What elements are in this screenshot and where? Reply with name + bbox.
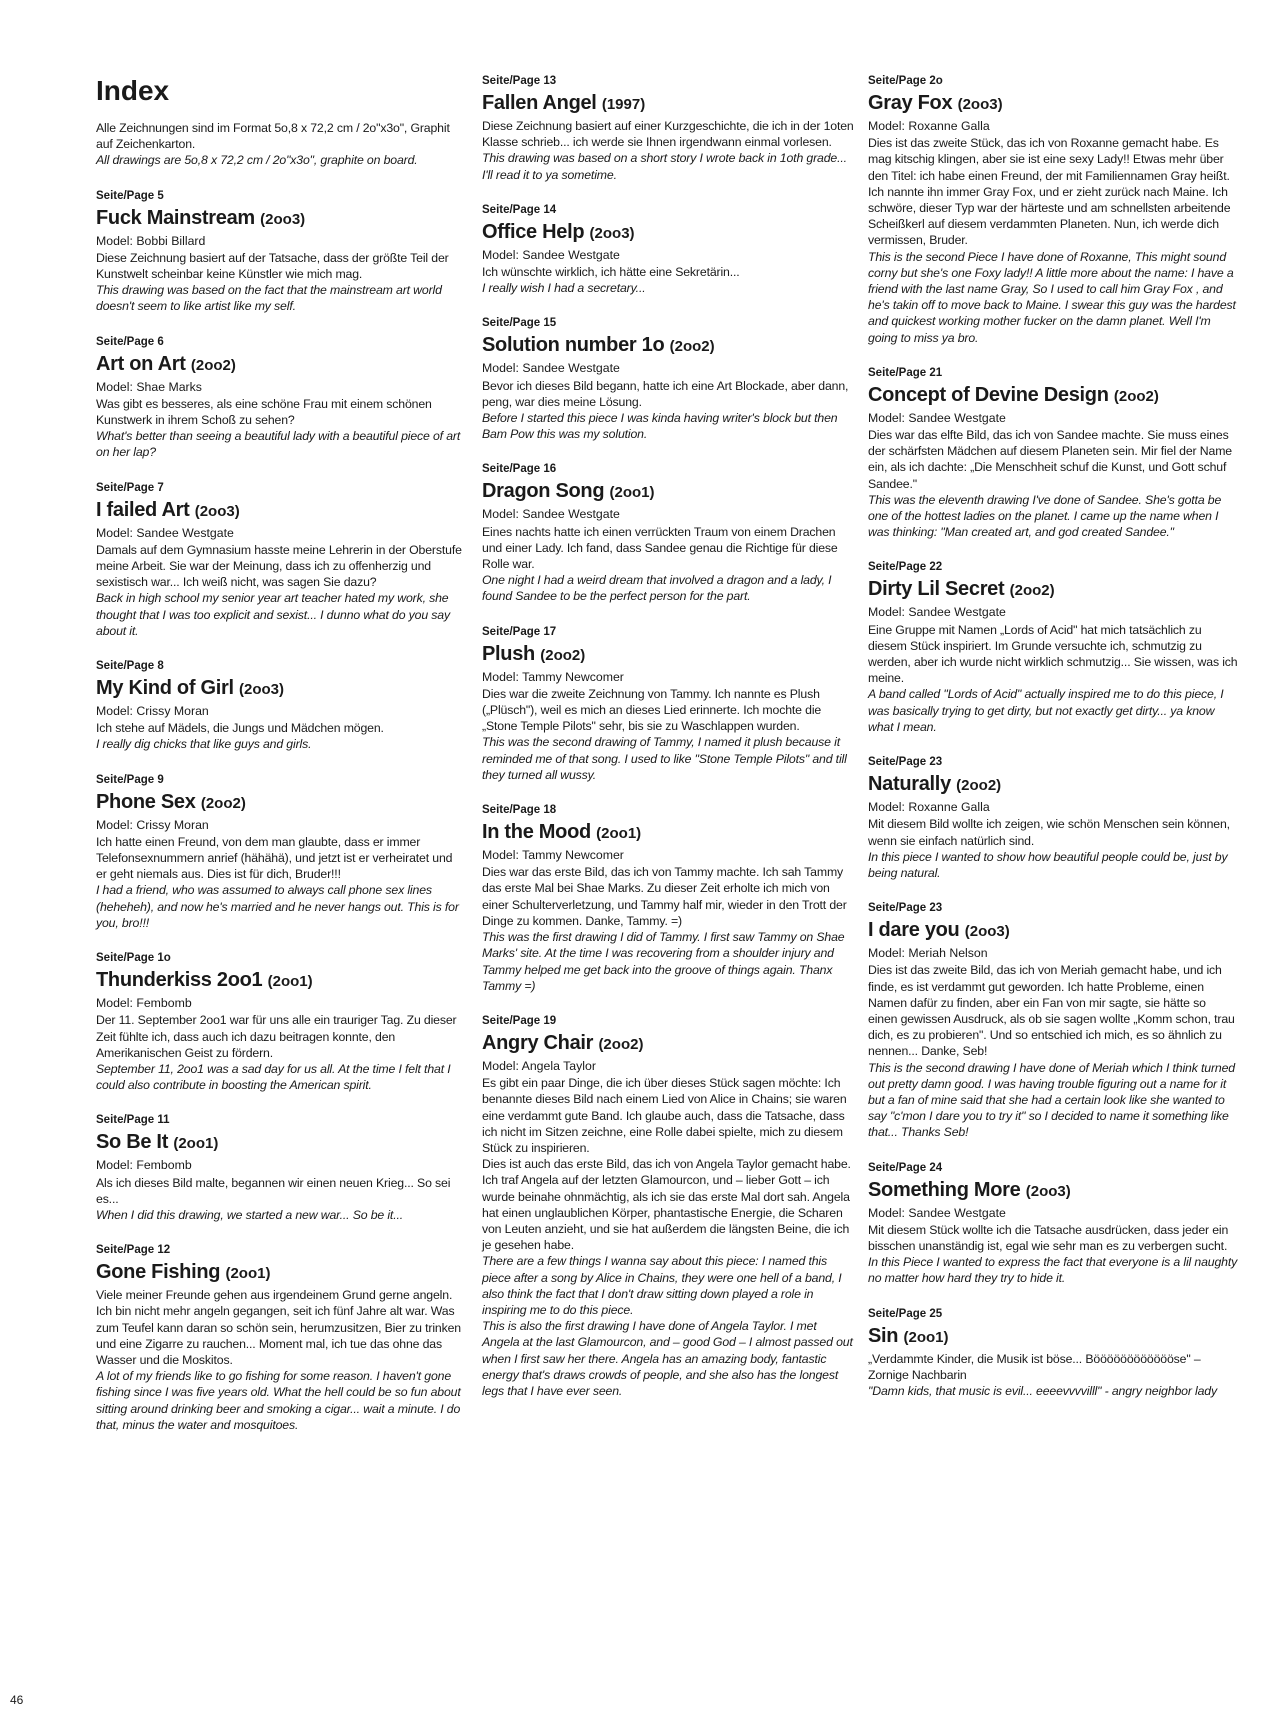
entry-text-german: Dies war das erste Bild, das ich von Tammy machte. Ich sah Tammy das erste Mal bei Shae Marks. Zu dieser Zeit erholte ich mich von einer Schulterverletzung, und Tammy half mir, wieder in den Trott der Dinge zu kommen. Danke, Tammy. =): [482, 865, 847, 928]
entry-model: Model: Roxanne Galla: [868, 800, 990, 815]
entry-title-text: In the Mood: [482, 821, 591, 844]
entry-title: [868, 919, 1238, 943]
page-label: Seite/Page 22: [868, 561, 943, 574]
entry-title: [482, 821, 854, 845]
index-entry: [482, 203, 854, 297]
page-label: Seite/Page 23: [868, 902, 943, 915]
entry-model: Model: Sandee Westgate: [482, 361, 620, 376]
entry-text-english: This drawing was based on a short story I wrote back in 1oth grade... I'll read it to ya sometime.: [482, 151, 847, 182]
entry-model: Model: Sandee Westgate: [868, 410, 1006, 425]
entry-title-text: Sin: [868, 1324, 899, 1347]
entry-text-english: This was the eleventh drawing I've done of Sandee. She's gotta be one of the hottest ladies on the planet. I came up the name when I was thinking: "Man created art, and god created Sandee.": [868, 492, 1222, 540]
entry-title: [96, 791, 466, 815]
entry-title: [868, 578, 1238, 602]
index-entry: [482, 74, 854, 183]
entry-year: (2oo1): [267, 973, 313, 991]
entry-model: Model: Sandee Westgate: [868, 1205, 1006, 1220]
entry-title-text: Fuck Mainstream: [96, 206, 255, 229]
index-intro: [96, 120, 466, 169]
entry-title-text: Something More: [868, 1178, 1021, 1201]
entry-text-german: Ich stehe auf Mädels, die Jungs und Mädchen mögen.: [96, 721, 384, 736]
entry-year: (2oo2): [200, 794, 246, 812]
entry-title-text: Solution number 1o: [482, 334, 665, 357]
entry-text-english: This was the second drawing of Tammy, I named it plush because it reminded me of that song. I used to like "Stone Temple Pilots" and till they turned all wussy.: [482, 735, 847, 782]
index-entry: [482, 625, 854, 783]
entry-title: [96, 207, 466, 231]
entry-text-german: Damals auf dem Gymnasium hasste meine Lehrerin in der Oberstufe meine Arbeit. Sie war der Meinung, dass ich zu offenherzig und sexistisch war... Ich weiß nicht, was sagen Sie dazu?: [96, 542, 462, 590]
entry-model: Model: Shae Marks: [96, 379, 202, 394]
entry-text-english: This is the second Piece I have done of Roxanne, This might sound corny but she's one Foxy lady!! A little more about the name: I have a friend with the last name Gray, So I used to call him Gray Fox , and he's takin off to move back to Maine. I swear this guy was the hardest and quickest working mother fucker on the damn planet. Well I'm going to miss ya bro.: [868, 249, 1236, 345]
entry-text-german: Es gibt ein paar Dinge, die ich über dieses Stück sagen möchte: Ich benannte dieses Bild nach einem Lied von Alice in Chains; sie waren eine verdammt gute Band. Ich glaube auch, dass die Tatsache, dass ich nicht im Sitzen zeichne, eine Rolle dabei spielte, mich zu diesem Stück zu inspirieren.: [482, 1076, 847, 1155]
entry-title: [868, 1179, 1238, 1203]
entry-title-text: Dirty Lil Secret: [868, 578, 1005, 601]
entry-model: Model: Crissy Moran: [96, 704, 209, 719]
page-label: Seite/Page 7: [96, 481, 164, 494]
column-1: [96, 74, 466, 1453]
entry-text-english: When I did this drawing, we started a new war... So be it...: [96, 1207, 403, 1222]
entry-text-english: I really dig chicks that like guys and girls.: [96, 737, 312, 752]
entry-text-german: Ich hatte einen Freund, von dem man glaubte, dass er immer Telefonsexnummern anrief (hähähä), und jetzt ist er verheiratet und er geht niemals aus. Dies ist für dich, Bruder!!!: [96, 834, 453, 882]
page-label: Seite/Page 19: [482, 1014, 557, 1027]
entry-text-german: Eine Gruppe mit Namen „Lords of Acid" hat mich tatsächlich zu diesem Stück inspiriert. Im Grunde versuchte ich, schmutzig zu werden, aber ich wurde nicht wirklich schmutzig... Sie wissen, was ich meine.: [868, 622, 1238, 686]
entry-year: (2oo3): [260, 210, 306, 228]
index-entry: [868, 1161, 1238, 1287]
index-entry: [96, 1113, 466, 1223]
entry-year: (2oo1): [173, 1135, 219, 1153]
entry-text-english: In this piece I wanted to show how beautiful people could be, just by being natural.: [868, 849, 1228, 880]
entry-text-german: Eines nachts hatte ich einen verrückten Traum von einem Drachen und einer Lady. Ich fand, dass Sandee genau die Richtige für diese Rolle war.: [482, 524, 838, 572]
entry-model: Model: Sandee Westgate: [96, 525, 234, 540]
page-label: Seite/Page 18: [482, 804, 557, 817]
entry-model: Model: Fembomb: [96, 1158, 192, 1173]
entry-model: Model: Crissy Moran: [96, 817, 209, 832]
index-entry: [96, 335, 466, 461]
entry-text-german: Mit diesem Stück wollte ich die Tatsache ausdrücken, dass jeder ein bisschen unanständig ist, egal wie sehr man es zu verbergen sucht.: [868, 1222, 1229, 1253]
entry-title-text: Phone Sex: [96, 790, 196, 813]
entry-title-text: Art on Art: [96, 352, 186, 375]
entry-text-english: This is also the first drawing I have done of Angela Taylor. I met Angela at the last Glamourcon, and – good God – I almost passed out when I first saw her there. Angela has an amazing body, fantastic energy that's draws crowds of people, and she also has the longest legs that I have ever seen.: [482, 1319, 853, 1398]
entry-model: Model: Angela Taylor: [482, 1058, 596, 1073]
entry-text-english: This drawing was based on the fact that the mainstream art world doesn't seem to like artist like my self.: [96, 283, 442, 314]
entry-title: [482, 1032, 854, 1056]
index-entry: [96, 1243, 466, 1433]
entry-title: [868, 384, 1238, 408]
page-label: Seite/Page 5: [96, 189, 164, 202]
entry-text-english: September 11, 2oo1 was a sad day for us all. At the time I felt that I could also contribute in boosting the American spirit.: [96, 1061, 451, 1093]
page-label: Seite/Page 13: [482, 75, 557, 87]
index-entry: [96, 189, 466, 315]
entry-text-german: „Verdammte Kinder, die Musik ist böse... Bööööööööööööse" – Zornige Nachbarin: [868, 1351, 1201, 1382]
entry-model: Model: Tammy Newcomer: [482, 669, 624, 684]
entry-title-text: Fallen Angel: [482, 92, 597, 114]
index-title: Index: [96, 75, 170, 106]
entry-title: [96, 353, 466, 377]
entry-model: Model: Roxanne Galla: [868, 119, 990, 133]
entry-year: (2oo1): [225, 1265, 271, 1283]
entry-title: [868, 1325, 1238, 1349]
entry-title: [868, 92, 1238, 116]
entry-year: (2oo3): [964, 923, 1010, 941]
intro-english: All drawings are 5o,8 x 72,2 cm / 2o"x3o", graphite on board.: [96, 153, 418, 168]
entry-year: (2oo1): [596, 825, 642, 843]
page-label: Seite/Page 16: [482, 463, 557, 476]
entry-model: Model: Tammy Newcomer: [482, 848, 624, 863]
index-entry: [482, 1014, 854, 1399]
index-entry: [868, 366, 1238, 541]
index-entry: [96, 481, 466, 639]
entry-text-german: Dies ist das zweite Bild, das ich von Meriah gemacht habe, und ich finde, es ist verdammt gut geworden. Ich hatte Probleme, einen Namen dafür zu finden, aber ein Fan von mir sagte, sie hätte so einen gewissen Ausdruck, als ob sie sagen wollte „Komm schon, trau dich, es zu probieren". Und so entschied ich mich, es so ähnlich zu nennen... Danke, Seb!: [868, 963, 1235, 1059]
entry-title: [482, 92, 854, 116]
entry-text-german: Dies war die zweite Zeichnung von Tammy. Ich nannte es Plush („Plüsch"), weil es mich an dieses Lied erinnerte. Ich mochte die „Stone Temple Pilots" sehr, bis sie zu Waschlappen wurden.: [482, 686, 822, 734]
entry-year: (2oo2): [1113, 387, 1159, 405]
column-2: [482, 74, 854, 1419]
entry-title-text: Thunderkiss 2oo1: [96, 969, 263, 992]
page-label: Seite/Page 1o: [96, 952, 171, 965]
page-label: Seite/Page 12: [96, 1244, 171, 1257]
entry-year: (2oo2): [598, 1035, 644, 1053]
entry-text-english: What's better than seeing a beautiful lady with a beautiful piece of art on her lap?: [96, 429, 461, 460]
index-entry: [96, 773, 466, 931]
index-entry: [868, 755, 1238, 881]
entry-year: (2oo2): [669, 338, 715, 356]
entry-text-english: A band called "Lords of Acid" actually inspired me to do this piece, I was basically trying to get dirty, but not exactly get dirty... ya know what I mean.: [868, 687, 1224, 734]
entry-year: (2oo2): [1009, 582, 1055, 600]
page-label: Seite/Page 25: [868, 1307, 943, 1320]
entry-model: Model: Fembomb: [96, 996, 192, 1011]
entry-title-text: Dragon Song: [482, 480, 605, 503]
entry-text-english: Back in high school my senior year art teacher hated my work, she thought that I was too explicit and sexist... I dunno what do you say about it.: [96, 591, 450, 638]
page-label: Seite/Page 6: [96, 335, 164, 348]
entry-text-german: Was gibt es besseres, als eine schöne Frau mit einem schönen Kunstwerk in ihrem Schoß zu sehen?: [96, 396, 432, 428]
entry-text-english: I really wish I had a secretary...: [482, 281, 646, 296]
entry-title-text: I dare you: [868, 919, 960, 942]
entry-title-text: So Be It: [96, 1131, 169, 1154]
entry-year: (2oo3): [194, 502, 240, 520]
entry-year: (2oo1): [609, 484, 655, 502]
entry-title: [482, 643, 854, 667]
page-label: Seite/Page 14: [482, 203, 557, 216]
entry-text-english: I had a friend, who was assumed to always call phone sex lines (heheheh), and now he's married and he never hangs out. This is for you, bro!!!: [96, 883, 459, 930]
entry-title-text: Gone Fishing: [96, 1261, 221, 1284]
index-entry: [868, 901, 1238, 1140]
entry-year: (2oo3): [238, 681, 284, 699]
page-label: Seite/Page 8: [96, 660, 164, 673]
entry-text-english: In this Piece I wanted to express the fact that everyone is a lil naughty no matter how hard they try to hide it.: [868, 1255, 1238, 1286]
entry-title-text: I failed Art: [96, 498, 190, 521]
entry-year: (2oo2): [540, 646, 586, 664]
page-label: Seite/Page 24: [868, 1161, 943, 1174]
entry-model: Model: Bobbi Billard: [96, 233, 206, 248]
entry-text-german: Viele meiner Freunde gehen aus irgendeinem Grund gerne angeln. Ich bin nicht mehr angeln gegangen, seit ich fünf Jahre alt war. Was zum Teufel kann daran so schön sein, herumzusitzen, Bier zu trinken und eine Zigarre zu rauchen... Moment mal, ich tue das ohne das Wasser und die Moskitos.: [96, 1288, 461, 1367]
intro-german: Alle Zeichnungen sind im Format 5o,8 x 72,2 cm / 2o"x3o", Graphit auf Zeichenkarton.: [96, 121, 450, 152]
entry-text-german: Als ich dieses Bild malte, begannen wir einen neuen Krieg... So sei es...: [96, 1175, 451, 1206]
entry-title: [868, 773, 1238, 797]
index-entry: [868, 560, 1238, 735]
entry-title: [96, 1261, 466, 1285]
entry-title: [96, 1131, 466, 1155]
entry-title-text: Office Help: [482, 220, 585, 243]
entry-model: Model: Sandee Westgate: [482, 507, 620, 522]
entry-year: (2oo2): [190, 356, 236, 374]
column-3: [868, 74, 1238, 1419]
index-entry: [868, 74, 1238, 346]
page-label: Seite/Page 23: [868, 756, 943, 769]
entry-text-english: One night I had a weird dream that involved a dragon and a lady, I found Sandee to be the perfect person for the part.: [482, 573, 832, 604]
entry-text-english: There are a few things I wanna say about this piece: I named this piece after a song by Alice in Chains, they were one hell of a band, I also think the fact that I don't draw sitting down played a role in inspiring me to do this piece.: [482, 1254, 842, 1317]
page-label: Seite/Page 17: [482, 625, 557, 638]
entry-year: (1997): [601, 96, 646, 113]
entry-year: (2oo1): [903, 1328, 949, 1346]
entry-text-german: Mit diesem Bild wollte ich zeigen, wie schön Menschen sein können, wenn sie einfach natürlich sind.: [868, 817, 1230, 848]
entry-text-english: Before I started this piece I was kinda having writer's block but then Bam Pow this was my solution.: [482, 411, 838, 442]
entry-text-german: Dies ist das zweite Stück, das ich von Roxanne gemacht habe. Es mag kitschig klingen, aber sie ist eine sexy Lady!! Etwas mehr über den Titel: ich habe einen Freund, der mit Familiennamen Gray heißt. Ich nannte ihn immer Gray Fox, und er zieht zurück nach Maine. Ich schwöre, dieser Typ war der härteste und am schnellsten arbeitende Scheißkerl auf diesem verdammten Planeten. Nun, ich werde dich vermissen, Bruder.: [868, 136, 1231, 248]
entry-text-german: Bevor ich dieses Bild begann, hatte ich eine Art Blockade, aber dann, peng, war dies meine Lösung.: [482, 378, 849, 409]
entry-title-text: Angry Chair: [482, 1031, 594, 1054]
entry-text-english: A lot of my friends like to go fishing for some reason. I haven't gone fishing since I was five years old. What the hell could be so fun about sitting around drinking beer and smoking a cigar... wait a minute. I do that, minus the water and mosquitoes.: [96, 1369, 461, 1432]
page-label: Seite/Page 11: [96, 1114, 170, 1127]
entry-title: [482, 334, 854, 358]
entry-title: [96, 677, 466, 701]
entry-text-german: Diese Zeichnung basiert auf der Tatsache, dass der größte Teil der Kunstwelt scheinbar keine Künstler wie mich mag.: [96, 250, 449, 282]
entry-title: [96, 499, 466, 523]
entry-year: (2oo3): [1025, 1182, 1071, 1200]
entry-text-german: Diese Zeichnung basiert auf einer Kurzgeschichte, die ich in der 1oten Klasse schrieb... ich werde sie Ihnen irgendwann einmal vorlesen.: [482, 119, 854, 150]
page-label: Seite/Page 15: [482, 317, 557, 330]
index-entry: [868, 1307, 1238, 1400]
entry-model: Model: Sandee Westgate: [868, 605, 1006, 620]
entry-title: [96, 969, 466, 993]
page-label: Seite/Page 2o: [868, 75, 943, 87]
entry-title-text: Gray Fox: [868, 92, 953, 114]
index-entry: [96, 659, 466, 753]
index-entry: [96, 951, 466, 1093]
entry-title: [482, 221, 854, 245]
entry-title-text: My Kind of Girl: [96, 677, 234, 700]
index-entry: [482, 462, 854, 604]
entry-model: Model: Meriah Nelson: [868, 946, 988, 961]
entry-year: (2oo3): [589, 224, 635, 242]
entry-title: [482, 480, 854, 504]
entry-text-english: "Damn kids, that music is evil... eeeevvvvilll" - angry neighbor lady: [868, 1383, 1217, 1398]
entry-year: (2oo3): [957, 96, 1003, 113]
page-number: 46: [10, 1693, 24, 1707]
entry-text-german: Dies ist auch das erste Bild, das ich von Angela Taylor gemacht habe. Ich traf Angela auf der letzten Glamourcon, und – lieber Gott – ich wurde beinahe ohnmächtig, als ich sie das erste Mal dort sah. Angela hat einen unglaublichen Körper, phantastische Energie, die Scharen von Leuten anzieht, und sie hat außerdem die längsten Beine, die ich je gesehen habe.: [482, 1157, 851, 1253]
entry-year: (2oo2): [956, 777, 1002, 795]
entry-text-german: Dies war das elfte Bild, das ich von Sandee machte. Sie muss eines der schärfsten Mädchen auf diesem Planeten sein. Mir fiel der Name ein, als ich dachte: „Die Menschheit schuf die Kunst, und Gott schuf Sandee.": [868, 428, 1232, 491]
page-label: Seite/Page 21: [868, 366, 943, 379]
index-entry: [482, 803, 854, 994]
entry-text-english: This was the first drawing I did of Tammy. I first saw Tammy on Shae Marks' site. At the time I was recovering from a shoulder injury and Tammy helped me get back into the groove of things again. Thanx Tammy =): [482, 930, 845, 993]
entry-text-german: Der 11. September 2oo1 war für uns alle ein trauriger Tag. Zu dieser Zeit fühlte ich, dass auch ich dazu beitragen konnte, den Amerikanischen Geist zu fördern.: [96, 1013, 457, 1060]
page-label: Seite/Page 9: [96, 773, 164, 786]
entry-text-english: This is the second drawing I have done of Meriah which I think turned out pretty damn good. I was having trouble figuring out a name for it but a fan of mine said that she had a certain look like she wanted to say "c'mon I dare you to try it" so I decided to name it something like that... Thanks Seb!: [868, 1060, 1235, 1140]
entry-title-text: Concept of Devine Design: [868, 383, 1109, 406]
index-entry: [482, 316, 854, 442]
entry-title-text: Naturally: [868, 773, 951, 796]
entry-text-german: Ich wünschte wirklich, ich hätte eine Sekretärin...: [482, 265, 740, 280]
entry-title-text: Plush: [482, 642, 535, 665]
entry-model: Model: Sandee Westgate: [482, 247, 620, 262]
